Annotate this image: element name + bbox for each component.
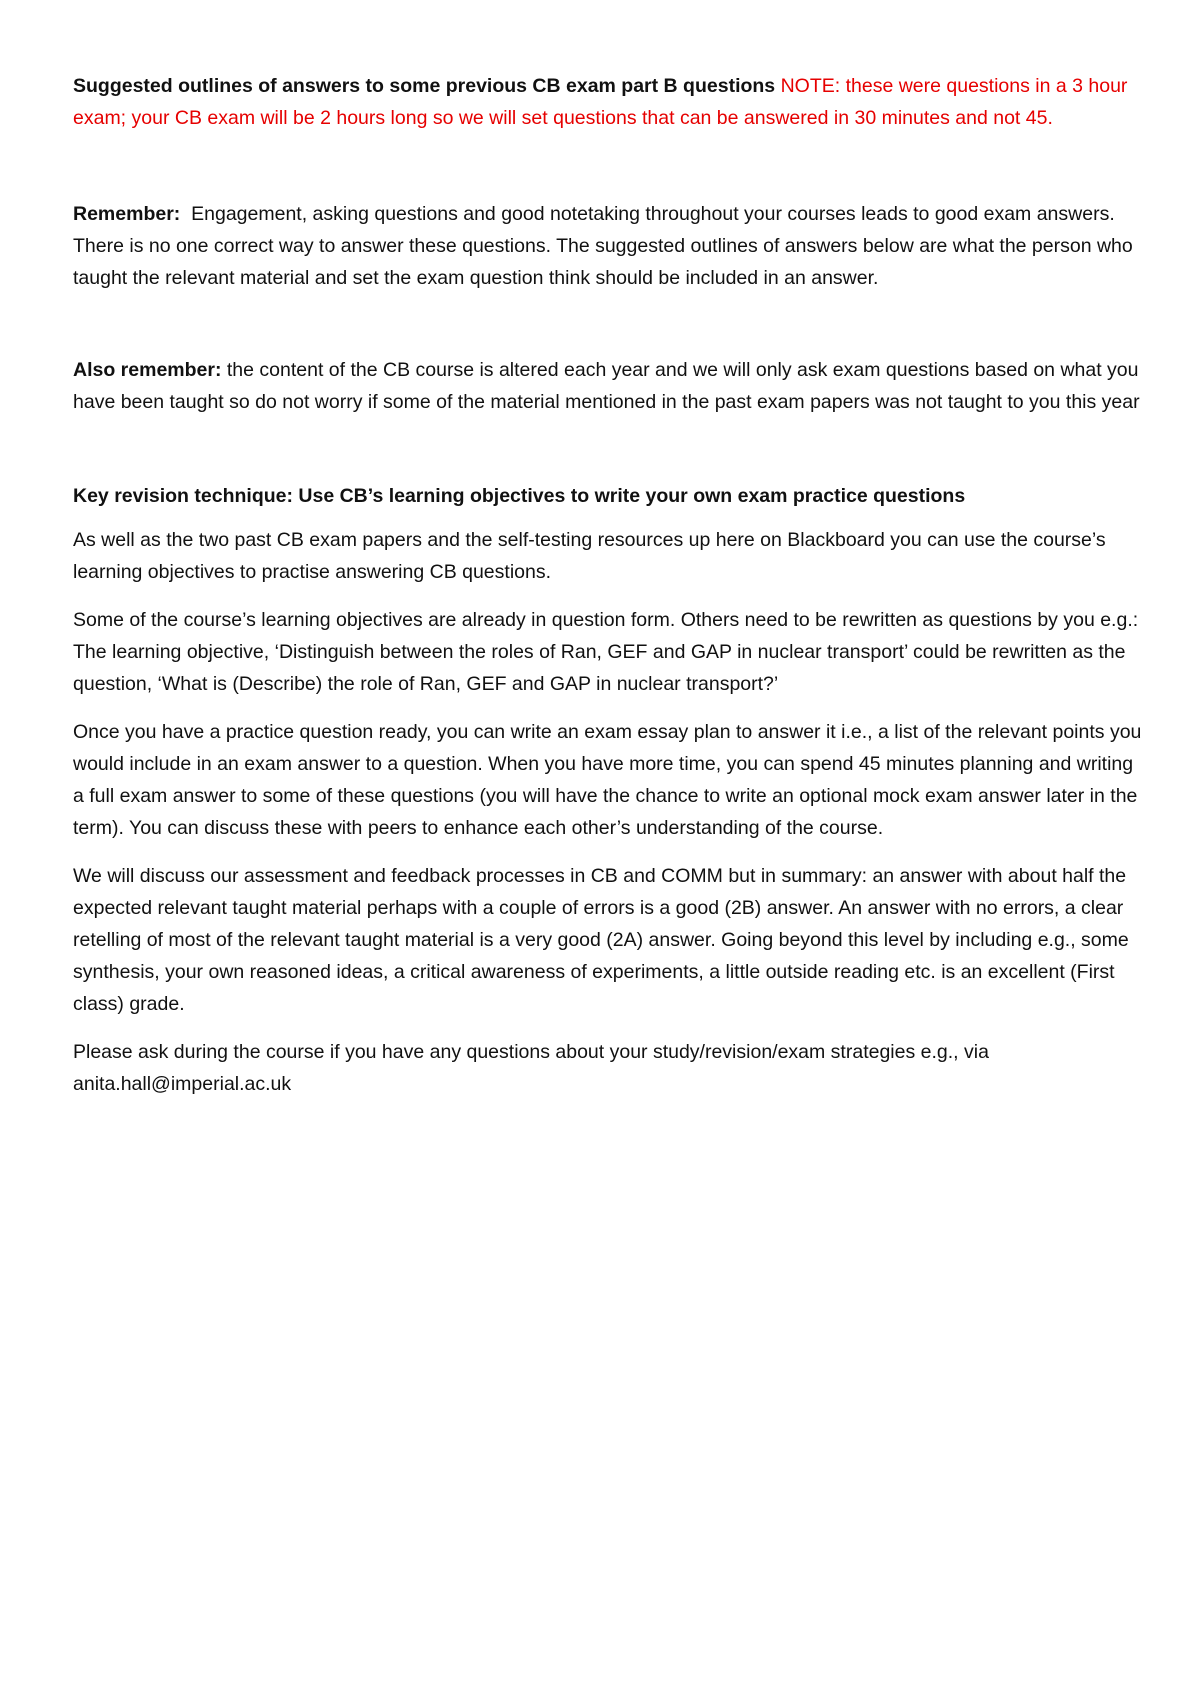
- also-remember-label: Also remember:: [73, 359, 222, 381]
- title-note-text: NOTE: these were questions in a 3 hour exam; your CB exam will be 2 hours long so we will set questions that can be answered in 30 minutes and not 45.: [73, 75, 1128, 129]
- remember-text: Engagement, asking questions and good notetaking throughout your courses leads to good exam answers. There is no one correct way to answer these questions. The suggested outlines of answers below are what the person who taught the relevant material and set the exam question think should be included in an answer.: [73, 203, 1133, 289]
- revision-heading: Key revision technique: Use CB’s learning objectives to write your own exam practice questions: [73, 485, 966, 507]
- also-remember-text: the content of the CB course is altered each year and we will only ask exam questions based on what you have been taught so do not worry if some of the material mentioned in the past exam papers was not taught to you this year: [73, 359, 1140, 413]
- remember-paragraph: [73, 198, 1148, 294]
- remember-label: Remember:: [73, 203, 181, 225]
- revision-paragraph-3: Once you have a practice question ready, you can write an exam essay plan to answer it i.e., a list of the relevant points you would include in an exam answer to a question. When you have more time, you can spend 45 minutes planning and writing a full exam answer to some of these questions (you will have the chance to write an optional mock exam answer later in the term). You can discuss these with peers to enhance each other’s understanding of the course.: [73, 721, 1142, 839]
- document-page: [73, 70, 1148, 1116]
- revision-paragraph-2: Some of the course’s learning objectives are already in question form. Others need to be rewritten as questions by you e.g.: The learning objective, ‘Distinguish between the roles of Ran, GEF and GAP in nuclear transport’ could be rewritten as the question, ‘What is (Describe) the role of Ran, GEF and GAP in nuclear transport?’: [73, 609, 1139, 695]
- document-title: [73, 70, 1148, 134]
- title-bold-text: Suggested outlines of answers to some previous CB exam part B questions: [73, 75, 776, 97]
- revision-paragraph-4: We will discuss our assessment and feedback processes in CB and COMM but in summary: an answer with about half the expected relevant taught material perhaps with a couple of errors is a good (2B) answer. An answer with no errors, a clear retelling of most of the relevant taught material is a very good (2A) answer. Going beyond this level by including e.g., some synthesis, your own reasoned ideas, a critical awareness of experiments, a little outside reading etc. is an excellent (First class) grade.: [73, 865, 1129, 1015]
- revision-paragraph-5: Please ask during the course if you have any questions about your study/revision/exam strategies e.g., via anita.hall@imperial.ac.uk: [73, 1041, 989, 1095]
- also-remember-paragraph: [73, 354, 1148, 418]
- revision-paragraph-1: As well as the two past CB exam papers and the self-testing resources up here on Blackboard you can use the course’s learning objectives to practise answering CB questions.: [73, 529, 1106, 583]
